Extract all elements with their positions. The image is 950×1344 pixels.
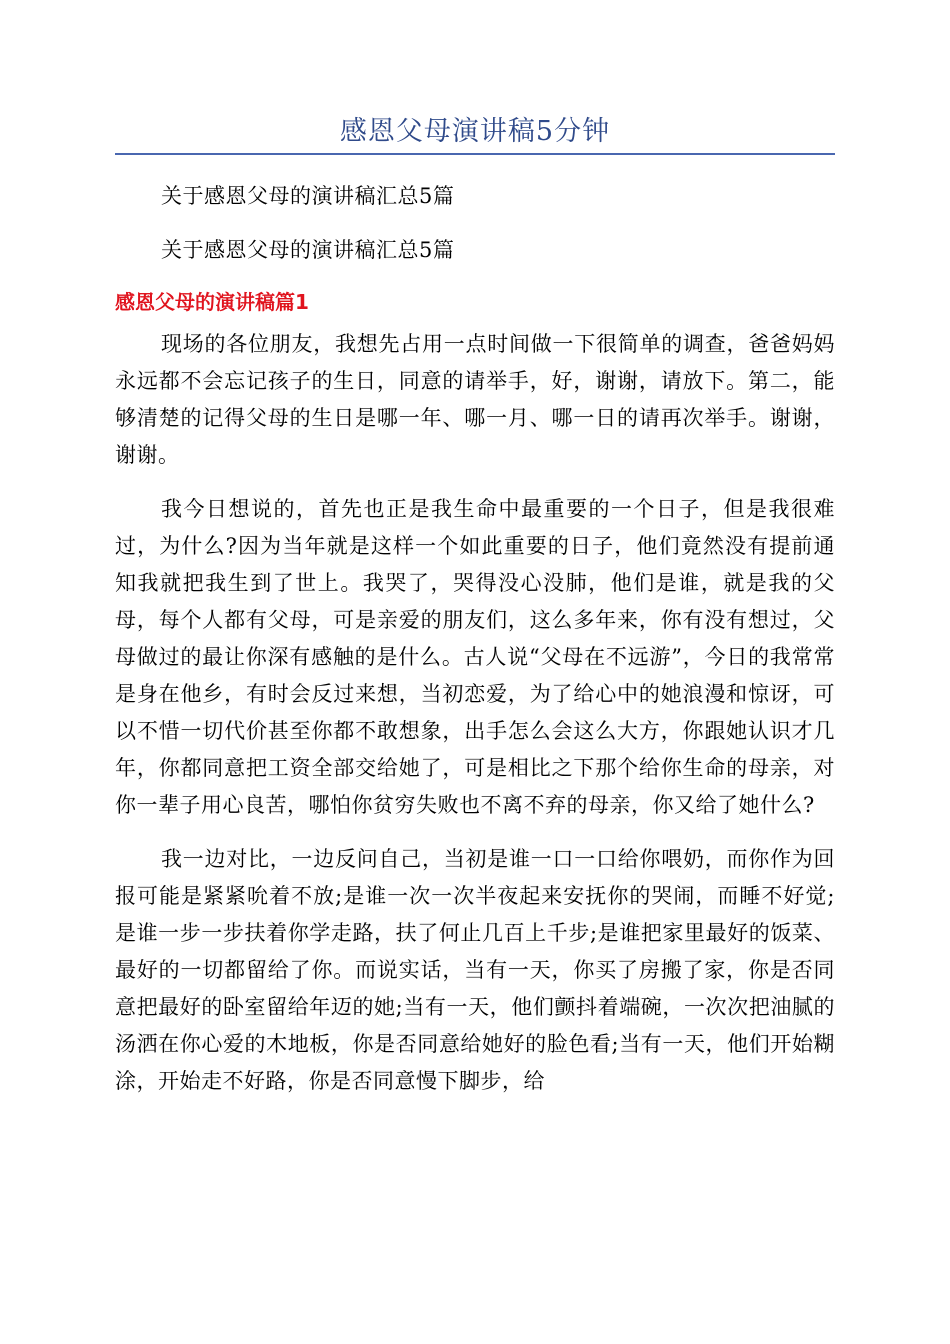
document-body: [115, 178, 835, 1100]
body-paragraph: 我今日想说的，首先也正是我生命中最重要的一个日子，但是我很难过，为什么?因为当年就是这样一个如此重要的日子，他们竟然没有提前通知我就把我生到了世上。我哭了，哭得没心没肺，他们是谁，就是我的父母，每个人都有父母，可是亲爱的朋友们，这么多年来，你有没有想过，父母做过的最让你深有感触的是什么。古人说“父母在不远游”，今日的我常常是身在他乡，有时会反过来想，当初恋爱，为了给心中的她浪漫和惊讶，可以不惜一切代价甚至你都不敢想象，出手怎么会这么大方，你跟她认识才几年，你都同意把工资全部交给她了，可是相比之下那个给你生命的母亲，对你一辈子用心良苦，哪怕你贫穷失败也不离不弃的母亲，你又给了她什么?: [115, 497, 835, 817]
document-title: 感恩父母演讲稿5分钟: [339, 116, 611, 147]
body-paragraph: 我一边对比，一边反问自己，当初是谁一口一口给你喂奶，而你作为回报可能是紧紧吮着不放;是谁一次一次半夜起来安抚你的哭闹，而睡不好觉;是谁一步一步扶着你学走路，扶了何止几百上千步;是谁把家里最好的饭菜、最好的一切都留给了你。而说实话，当有一天，你买了房搬了家，你是否同意把最好的卧室留给年迈的她;当有一天，他们颤抖着端碗，一次次把油腻的汤洒在你心爱的木地板，你是否同意给她好的脸色看;当有一天，他们开始糊涂，开始走不好路，你是否同意慢下脚步，给: [115, 847, 835, 1093]
section-heading: 感恩父母的演讲稿篇1: [115, 290, 309, 314]
title-underline: [115, 153, 835, 155]
body-paragraph: 现场的各位朋友，我想先占用一点时间做一下很简单的调查，爸爸妈妈永远都不会忘记孩子的生日，同意的请举手，好，谢谢，请放下。第二，能够清楚的记得父母的生日是哪一年、哪一月、哪一日的请再次举手。谢谢，谢谢。: [115, 332, 835, 467]
subtitle-line: 关于感恩父母的演讲稿汇总5篇: [161, 184, 455, 208]
subtitle-line: 关于感恩父母的演讲稿汇总5篇: [161, 238, 455, 262]
